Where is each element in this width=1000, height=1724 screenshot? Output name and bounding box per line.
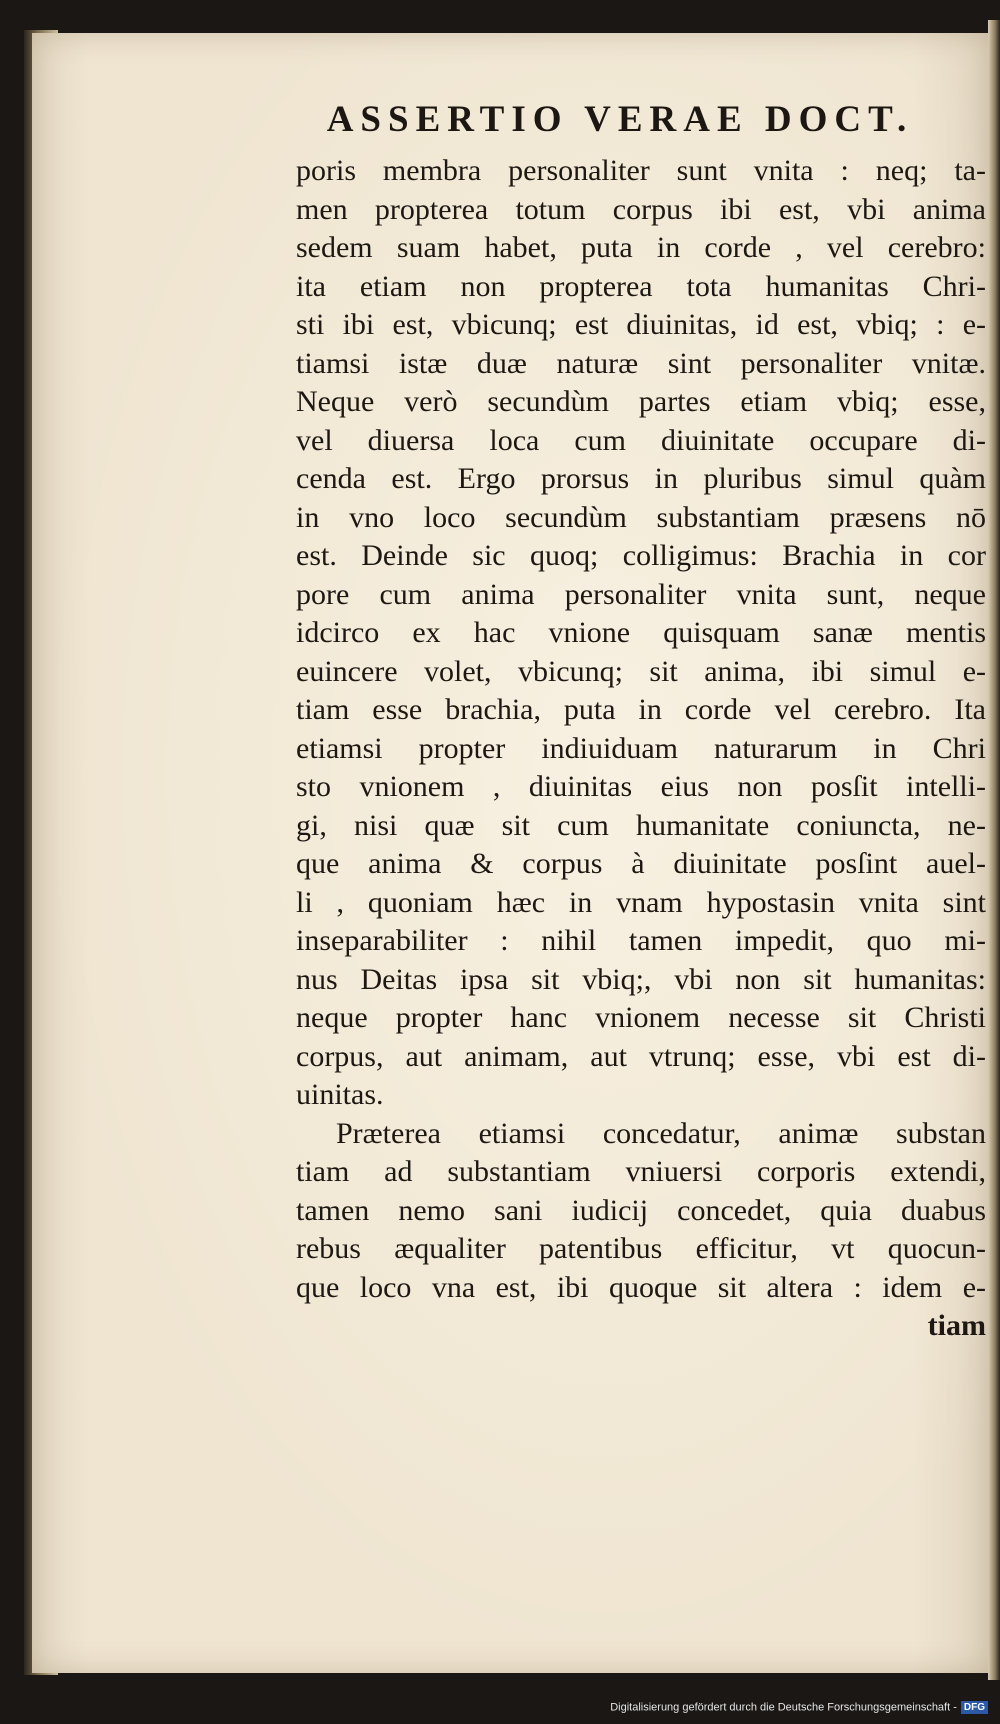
text-line: li , quoniam hæc in vnam hypostasin vnita sint	[296, 885, 986, 919]
text-line: ita etiam non propterea tota humanitas Chri-	[296, 269, 986, 303]
text-line: poris membra personaliter sunt vnita : neq; ta-	[296, 154, 986, 187]
page-edge	[988, 20, 1000, 1680]
credit-text: Digitalisierung gefördert durch die Deutsche Forschungsgemeinschaft -	[610, 1701, 957, 1714]
text-line: sto vnionem , diuinitas eius non posſit intelli-	[296, 770, 986, 803]
text-line: gi, nisi quæ sit cum humanitate coniuncta, ne-	[296, 808, 986, 842]
text-line: idcirco ex hac vnione quisquam sanæ mentis	[296, 616, 986, 649]
text-line: vel diuersa loca cum diuinitate occupare di-	[296, 423, 986, 457]
text-line: Præterea etiamsi concedatur, animæ substan	[336, 1116, 986, 1150]
text-line: que loco vna est, ibi quoque sit altera : idem e-	[296, 1270, 986, 1304]
text-line: que anima & corpus à diuinitate posſint auel-	[296, 847, 986, 880]
text-line: euincere volet, vbicunq; sit anima, ibi simul e-	[296, 654, 986, 688]
text-line: nus Deitas ipsa sit vbiq;, vbi non sit humanitas:	[296, 962, 986, 996]
catchword: tiam	[927, 1309, 986, 1342]
text-line: tiam esse brachia, puta in corde vel cerebro. Ita	[296, 693, 986, 726]
text-line: neque propter hanc vnionem necesse sit Christi	[296, 1001, 986, 1034]
text-line: in vno loco secundùm substantiam præsens nō	[296, 500, 986, 534]
text-line: Neque verò secundùm partes etiam vbiq; esse,	[296, 385, 986, 418]
digitization-credit	[610, 1701, 988, 1714]
text-line: tiamsi istæ duæ naturæ sint personaliter vnitæ.	[296, 346, 986, 380]
text-line: etiamsi propter indiuiduam naturarum in Chri	[296, 731, 986, 765]
text-line: tiam ad substantiam vniuersi corporis extendi,	[296, 1155, 986, 1188]
text-line: est. Deinde sic quoq; colligimus: Brachia in cor	[296, 539, 986, 572]
text-line: corpus, aut animam, aut vtrunq; esse, vbi est di-	[296, 1039, 986, 1073]
text-line: pore cum anima personaliter vnita sunt, neque	[296, 577, 986, 611]
running-head: ASSERTIO VERAE DOCT.	[326, 99, 914, 140]
text-line: tamen nemo sani iudicij concedet, quia duabus	[296, 1193, 986, 1227]
text-line: cenda est. Ergo prorsus in pluribus simul quàm	[296, 462, 986, 495]
text-line: sedem suam habet, puta in corde , vel cerebro:	[296, 231, 986, 264]
text-line: sti ibi est, vbicunq; est diuinitas, id est, vbiq; : e-	[296, 308, 986, 341]
dfg-logo: DFG	[961, 1701, 988, 1714]
text-line: men propterea totum corpus ibi est, vbi anima	[296, 192, 986, 226]
text-line: uinitas.	[296, 1078, 384, 1111]
text-line: rebus æqualiter patentibus efficitur, vt quocun-	[296, 1232, 986, 1265]
body-text	[296, 152, 986, 1346]
text-line: inseparabiliter : nihil tamen impedit, quo mi-	[296, 924, 986, 957]
